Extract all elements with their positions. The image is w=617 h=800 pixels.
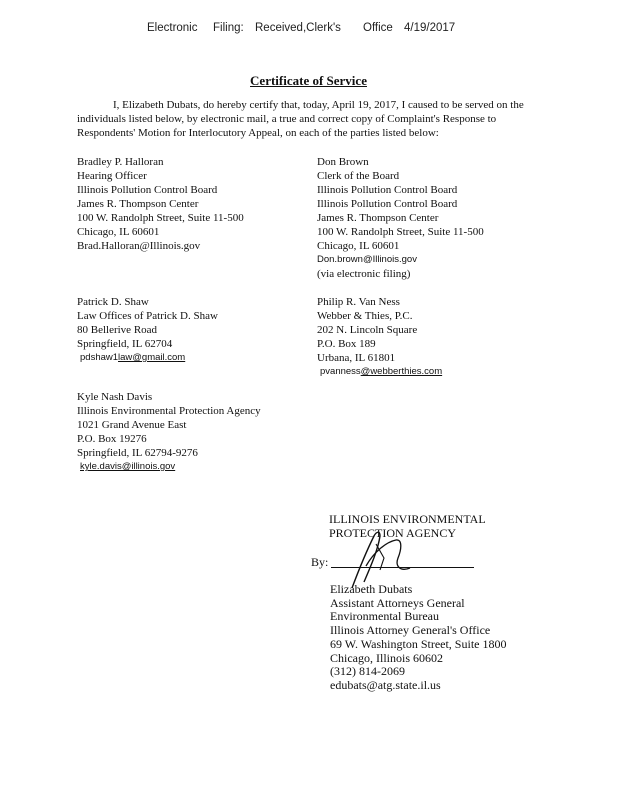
- agency-name-line2: PROTECTION AGENCY: [329, 525, 457, 540]
- recipient-org: Illinois Environmental Protection Agency: [77, 405, 261, 417]
- signer-office: Illinois Attorney General's Office: [330, 623, 491, 638]
- signer-city: Chicago, Illinois 60602: [330, 650, 443, 665]
- recipient-email[interactable]: kyle.davis@illinois.gov: [80, 461, 176, 472]
- signer-name: Elizabeth Dubats: [330, 582, 413, 596]
- recipient-street: 100 W. Randolph Street, Suite 11-500: [77, 212, 244, 224]
- recipient-city: Springfield, IL 62704: [77, 338, 173, 350]
- recipient-davis: [77, 390, 261, 474]
- recipient-street: 1021 Grand Avenue East: [77, 419, 187, 431]
- document-title: Certificate of Service: [250, 73, 367, 88]
- filing-stamp-word: Filing:: [213, 22, 244, 34]
- signer-block: [330, 583, 506, 693]
- filing-stamp-word: Received,Clerk's: [255, 22, 341, 34]
- recipient-title: Hearing Officer: [77, 170, 147, 182]
- signature-stroke: [352, 532, 380, 588]
- recipient-org: Webber & Thies, P.C.: [317, 310, 413, 322]
- recipient-name: Philip R. Van Ness: [317, 296, 400, 308]
- signer-street: 69 W. Washington Street, Suite 1800: [330, 636, 507, 651]
- recipient-email[interactable]: Brad.Halloran@Illinois.gov: [77, 240, 201, 252]
- recipient-pobox: P.O. Box 189: [317, 338, 376, 350]
- recipient-org: Law Offices of Patrick D. Shaw: [77, 310, 218, 322]
- recipient-city: Chicago, IL 60601: [77, 226, 160, 238]
- recipient-note: (via electronic filing): [317, 268, 411, 280]
- filing-stamp-word: Electronic: [147, 22, 198, 34]
- filing-stamp-word: Office: [363, 22, 393, 34]
- recipient-org: Illinois Pollution Control Board: [77, 184, 218, 196]
- email-user: pdshaw1: [80, 352, 119, 363]
- recipient-van-ness: [317, 295, 442, 379]
- recipient-city: Urbana, IL 61801: [317, 352, 396, 364]
- filing-stamp-date: 4/19/2017: [404, 22, 456, 34]
- recipient-org: Illinois Pollution Control Board: [317, 198, 458, 210]
- recipient-city: Chicago, IL 60601: [317, 240, 400, 252]
- recipient-email[interactable]: [320, 365, 442, 379]
- signer-title: Assistant Attorneys General: [330, 595, 465, 610]
- agency-name-line1: ILLINOIS ENVIRONMENTAL: [329, 512, 486, 526]
- recipient-org: Illinois Pollution Control Board: [317, 184, 458, 196]
- email-domain: law@gmail.com: [118, 352, 186, 363]
- recipient-pobox: P.O. Box 19276: [77, 433, 147, 445]
- filing-stamp: [0, 22, 617, 38]
- recipient-name: Patrick D. Shaw: [77, 296, 149, 308]
- signer-email[interactable]: edubats@atg.state.il.us: [330, 677, 441, 692]
- recipient-street: 100 W. Randolph Street, Suite 11-500: [317, 226, 484, 238]
- recipient-city: Springfield, IL 62794-9276: [77, 447, 198, 459]
- recipient-name: Kyle Nash Davis: [77, 391, 153, 403]
- certification-paragraph: I, Elizabeth Dubats, do hereby certify that, today, April 19, 2017, I caused to be served on the individuals listed below, by electronic mail, a true and correct copy of Complaint's Response to Respondents' Motion for Interlocutory Appeal, on each of the parties listed below:: [77, 99, 524, 139]
- recipient-street: 80 Bellerive Road: [77, 324, 158, 336]
- recipient-halloran: [77, 155, 244, 253]
- signature-stroke: [366, 540, 410, 569]
- signer-phone: (312) 814-2069: [330, 664, 405, 679]
- recipient-title: Clerk of the Board: [317, 170, 400, 182]
- recipient-street: 202 N. Lincoln Square: [317, 324, 418, 336]
- recipient-email[interactable]: Don.brown@Illinois.gov: [317, 254, 417, 265]
- recipient-building: James R. Thompson Center: [317, 212, 439, 224]
- email-user: pvanness: [320, 366, 361, 377]
- email-domain: @webberthies.com: [360, 366, 443, 377]
- recipient-email[interactable]: [80, 351, 218, 365]
- by-label: By:: [311, 555, 329, 569]
- signer-bureau: Environmental Bureau: [330, 609, 439, 624]
- recipient-shaw: [77, 295, 218, 365]
- recipient-name: Don Brown: [317, 156, 369, 168]
- recipient-name: Bradley P. Halloran: [77, 156, 164, 168]
- recipient-building: James R. Thompson Center: [77, 198, 199, 210]
- recipient-brown: [317, 155, 484, 281]
